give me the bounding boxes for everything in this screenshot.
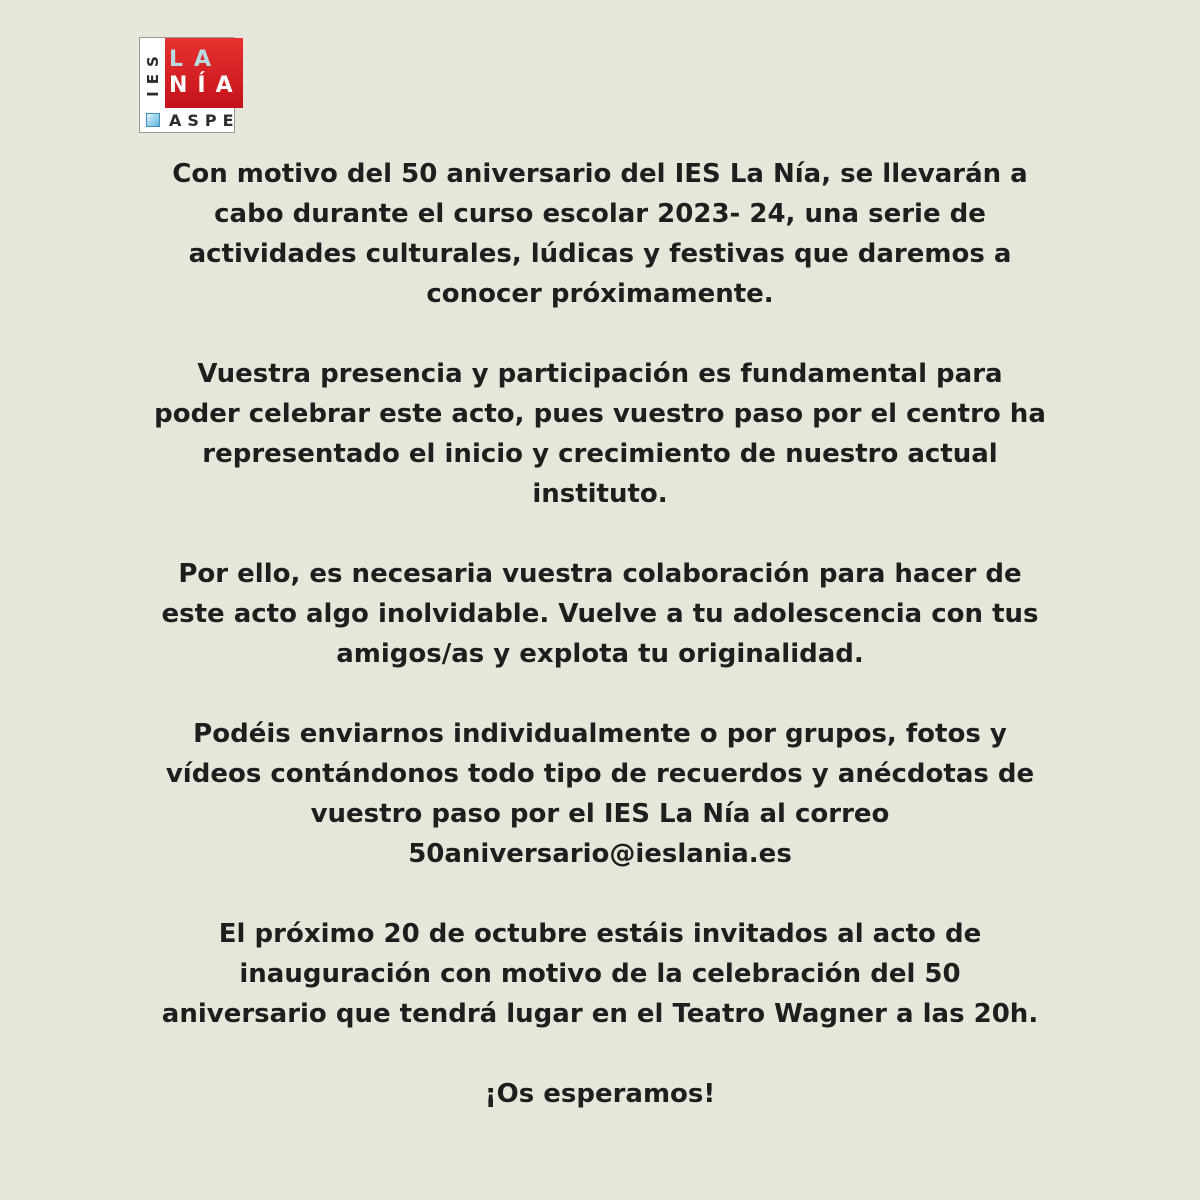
paragraph-send-memories [120,714,1080,874]
logo-name-block [165,38,243,108]
logo-square-icon [140,108,165,132]
paragraph-invitation [120,914,1080,1034]
text-line: Por ello, es necesaria vuestra colaboración para hacer de [178,559,1022,589]
text-line: representado el inicio y crecimiento de nuestro actual [202,439,998,469]
school-logo [139,37,243,133]
announcement-text [120,154,1080,1114]
text-line: instituto. [532,479,668,509]
logo-ies-text [140,38,165,108]
logo-line-nia: NÍA [169,73,243,98]
text-line: Vuestra presencia y participación es fundamental para [197,359,1003,389]
text-line: conocer próximamente. [426,279,774,309]
logo-line-la: LA [169,47,223,72]
text-line: actividades culturales, lúdicas y festivas que daremos a [188,239,1012,269]
text-line: Con motivo del 50 aniversario del IES La Nía, se llevarán a [172,159,1028,189]
closing-line: ¡Os esperamos! [484,1079,716,1109]
text-line: Podéis enviarnos individualmente o por grupos, fotos y [193,719,1007,749]
paragraph-anniversary [120,154,1080,314]
text-line: aniversario que tendrá lugar en el Teatro Wagner a las 20h. [161,999,1039,1029]
text-line: vuestro paso por el IES La Nía al correo [310,799,890,829]
text-line: inauguración con motivo de la celebración del 50 [239,959,961,989]
text-line: cabo durante el curso escolar 2023- 24, una serie de [214,199,986,229]
text-line: El próximo 20 de octubre estáis invitados al acto de [218,919,982,949]
paragraph-participation [120,354,1080,514]
paragraph-closing [120,1074,1080,1114]
text-line: vídeos contándonos todo tipo de recuerdos y anécdotas de [165,759,1035,789]
text-line: amigos/as y explota tu originalidad. [336,639,864,669]
text-line: este acto algo inolvidable. Vuelve a tu adolescencia con tus [161,599,1039,629]
email-address: 50aniversario@ieslania.es [408,839,792,869]
paragraph-collaboration [120,554,1080,674]
logo-ies-label: IES [143,49,162,97]
text-line: poder celebrar este acto, pues vuestro paso por el centro ha [154,399,1046,429]
logo-aspe-text: ASPE [169,110,240,130]
